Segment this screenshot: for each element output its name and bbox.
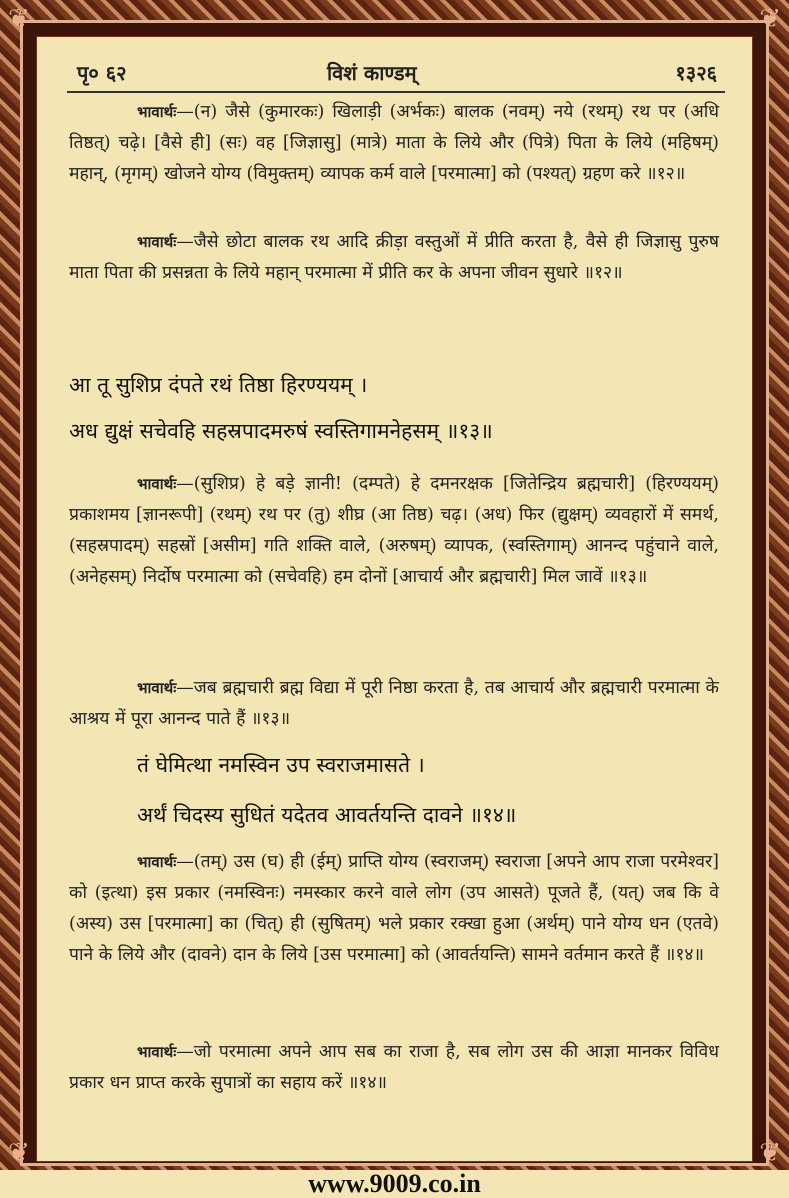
paragraph-label: भावार्थः	[137, 853, 177, 871]
paragraph-text: —जब ब्रह्मचारी ब्रह्म विद्या में पूरी निष्ठा करता है, तब आचार्य और ब्रह्मचारी परमात्मा के आश्रय में पूरा आनन्द पाते हैं ॥१३॥	[69, 678, 720, 729]
mantra-13-line-1: आ तू सुशिप्र दंपते रथं तिष्ठा हिरण्ययम् ।	[69, 373, 368, 397]
paragraph-summary-12	[69, 227, 719, 289]
paragraph-summary-13	[69, 673, 719, 735]
paragraph-label: भावार्थः	[137, 103, 177, 121]
paragraph-label: भावार्थः	[137, 475, 177, 493]
corner-ornament-icon: ❦	[759, 1138, 781, 1168]
page-number-left: पृ० ६२	[77, 61, 127, 85]
paragraph-meaning-12	[69, 97, 719, 190]
paragraph-label: भावार्थः	[137, 679, 177, 697]
corner-ornament-icon: ❦	[8, 4, 30, 34]
corner-ornament-icon: ❦	[8, 1138, 30, 1168]
document-page	[36, 36, 753, 1162]
header-divider	[67, 91, 725, 93]
corner-ornament-icon: ❦	[759, 4, 781, 34]
paragraph-label: भावार्थः	[137, 233, 177, 251]
site-url: www.9009.co.in	[308, 1169, 481, 1198]
mantra-14-line-1: तं घेमित्था नमस्विन उप स्वराजमासते ।	[137, 753, 425, 777]
paragraph-meaning-14	[69, 847, 719, 971]
mantra-13-line-2: अध द्युक्षं सचेवहि सहस्रपादमरुषं स्वस्तिगामनेहसम् ॥१३॥	[69, 419, 493, 443]
paragraph-text: —जो परमात्मा अपने आप सब का राजा है, सब लोग उस की आज्ञा मानकर विविध प्रकार धन प्राप्त करके सुपात्रों का सहाय करें ॥१४॥	[69, 1042, 719, 1093]
paragraph-text: —(न) जैसे (कुमारकः) खिलाड़ी (अर्भकः) बालक (नवम्) नये (रथम्) रथ पर (अधि तिष्ठत्) चढ़े। [वैसे ही] (सः) वह [जिज्ञासु] (मात्रे) माता के लिये और (पित्रे) पिता के लिये (महिषम्) महान्, (मृगम्) खोजने योग्य (विमुक्तम्) व्यापक कर्म वाले [परमात्मा] को (पश्यत्) ग्रहण करे ॥१२॥	[69, 102, 719, 184]
paragraph-text: —(तम्) उस (घ) ही (ईम्) प्राप्ति योग्य (स्वराजम्) स्वराजा [अपने आप राजा परमेश्वर] को (इत्था) इस प्रकार (नमस्विनः) नमस्कार करने वाले लोग (उप आसते) पूजते हैं, (यत्) जब कि वे (अस्य) उस [परमात्मा] का (चित्) ही (सुषितम्) भले प्रकार रक्खा हुआ (अर्थम्) पाने योग्य धन (एतवे) पाने के लिये और (दावने) दान के लिये [उस परमात्मा] को (आवर्तयन्ति) सामने वर्तमान करते हैं ॥१४॥	[69, 852, 719, 965]
page-number-right: १३२६	[675, 61, 717, 85]
page-header	[77, 59, 717, 89]
paragraph-meaning-13	[69, 469, 719, 593]
footer-watermark	[0, 1170, 789, 1198]
paragraph-text: —(सुशिप्र) हे बड़े ज्ञानी! (दम्पते) हे दमनरक्षक [जितेन्द्रिय ब्रह्मचारी] (हिरण्ययम्) प्रकाशमय [ज्ञानरूपी] (रथम्) रथ पर (तु) शीघ्र (आ तिष्ठ) चढ़। (अध) फिर (द्युक्षम्) व्यवहारों में समर्थ, (सहस्रपादम्) सहस्रों [असीम] गति शक्ति वाले, (अरुषम्) व्यापक, (स्वस्तिगाम्) आनन्द पहुंचाने वाले, (अनेहसम्) निर्दोष परमात्मा को (सचेवहि) हम दोनों [आचार्य और ब्रह्मचारी] मिल जावें ॥१३॥	[69, 474, 719, 587]
mantra-14-line-2: अर्थं चिदस्य सुधितं यदेतव आवर्तयन्ति दावने ॥१४॥	[137, 803, 517, 827]
paragraph-summary-14	[69, 1037, 719, 1099]
paragraph-text: —जैसे छोटा बालक रथ आदि क्रीड़ा वस्तुओं में प्रीति करता है, वैसे ही जिज्ञासु पुरुष माता पिता की प्रसन्नता के लिये महान् परमात्मा में प्रीति कर के अपना जीवन सुधारे ॥१२॥	[69, 232, 719, 283]
page-title: विशं काण्डम्	[327, 61, 417, 85]
paragraph-label: भावार्थः	[137, 1043, 177, 1061]
